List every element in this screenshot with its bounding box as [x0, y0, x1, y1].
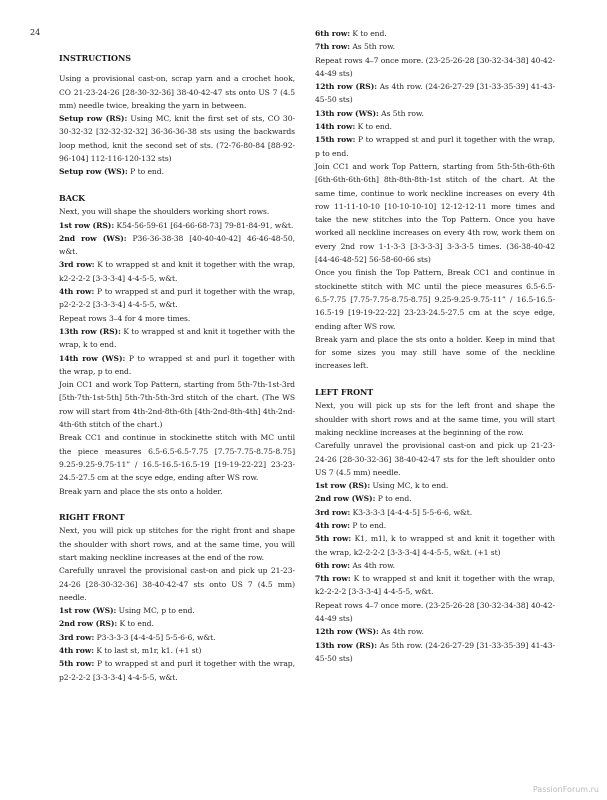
- right-front-row-12: [315, 80, 555, 107]
- row-label: 3rd row:: [59, 260, 95, 270]
- row-label: 7th row:: [315, 574, 351, 584]
- row-text: Using MC, knit the first set of sts, CO 30-30-32-32 [32-32-32-32] 36-36-36-38 sts using the backwards loop method, knit the second set of sts. (72-76-80-84 [88-92-96-104] 112-116-120-132 sts): [59, 114, 295, 164]
- row-text: As 4th row.: [349, 560, 395, 570]
- row-label: 1st row (RS):: [315, 481, 371, 491]
- row-label: 1st row (RS):: [59, 220, 115, 230]
- left-front-row-6: [315, 559, 555, 572]
- right-column: [315, 27, 555, 665]
- row-label: 13th row (WS):: [315, 108, 379, 118]
- row-label: 5th row:: [315, 534, 352, 544]
- row-text: P to wrapped st and purl it together with the wrap, p to end.: [59, 353, 295, 376]
- watermark: PassionForum.ru: [532, 785, 599, 794]
- row-text: Using MC, p to end.: [116, 606, 195, 616]
- right-front-break: Break yarn and place the sts onto a holder. Keep in mind that for some sizes you may still have some of the neckline increases left.: [315, 334, 555, 371]
- row-text: K54-56-59-61 [64-66-68-73] 79-81-84-91, w&t.: [114, 220, 294, 230]
- right-front-repeat: Repeat rows 4–7 once more. (23-25-26-28 [30-32-34-38] 40-42-44-49 sts): [315, 55, 555, 78]
- right-front-join: Join CC1 and work Top Pattern, starting from 5th-5th-6th-6th [6th-6th-6th-6th] 8th-8th-8th-1st stitch of the chart. At the same time, continue to work neckline increases on every 4th row 11-11-10-10 [10-10-10-10] 12-12-12-11 more times and take the new stitches into the Top Pattern. Once you have worked all neckline increases on every 4th row, work them on every 2nd row 1-1-3-3 [3-3-3-3] 3-3-3-5 times. (36-38-40-42 [44-46-48-52] 56-58-60-66 sts): [315, 161, 555, 265]
- row-label: 14th row (WS):: [59, 353, 126, 363]
- page-number: 24: [30, 28, 41, 37]
- right-front-row-3: [59, 631, 295, 644]
- back-join: Join CC1 and work Top Pattern, starting from 5th-7th-1st-3rd [5th-7th-1st-5th] 5th-7th-5th-3rd stitch of the chart. (The WS row will start from 4th-2nd-8th-6th [4th-2nd-8th-4th] 4th-2nd-4th-6th stitch of the chart.): [59, 380, 295, 430]
- row-text: P36-36-38-38 [40-40-40-42] 46-46-48-50, w&t.: [59, 233, 295, 257]
- row-label: 3rd row:: [315, 507, 351, 517]
- right-front-row-4: [59, 644, 295, 657]
- right-front-row-5: [59, 657, 295, 684]
- row-label: 2nd row (WS):: [59, 233, 127, 243]
- setup-ws-row: [59, 165, 295, 178]
- left-front-row-12: [315, 625, 555, 638]
- left-column: [59, 52, 295, 684]
- row-label: 4th row:: [315, 520, 350, 530]
- row-label: 13th row (RS):: [315, 640, 378, 650]
- left-front-row-3: [315, 506, 555, 519]
- right-front-row-1: [59, 604, 295, 617]
- right-front-row-14: [315, 120, 555, 133]
- row-text: P to wrapped st and purl it together with the wrap, p2-2-2-2 [3-3-3-4] 4-4-5-5, w&t.: [59, 287, 295, 310]
- right-front-finish: Once you finish the Top Pattern, Break CC1 and continue in stockinette stitch with MC until the piece measures 6.5-6.5-6.5-7.75 [7.75-7.75-8.75-8.75] 9.25-9.25-9.75-11” / 16.5-16.5-16.5-19 [19-19-22-22] 23-23-24.5-27.5 cm at the scye edge, ending after WS row.: [315, 268, 555, 331]
- row-label: 1st row (WS):: [59, 606, 117, 616]
- back-holder: Break yarn and place the sts onto a holder.: [59, 486, 223, 496]
- right-front-intro: Next, you will pick up stitches for the right front and shape the shoulder with short rows, and at the same time, you will start making neckline increases at the end of the row.: [59, 526, 295, 562]
- left-front-repeat: Repeat rows 4–7 once more. (23-25-26-28 [30-32-34-38] 40-42-44-49 sts): [315, 600, 555, 624]
- right-front-unravel: Carefully unravel the provisional cast-on and pick up 21-23-24-26 [28-30-32-36] 38-40-42-47 sts onto US 7 (4.5 mm) needle.: [59, 566, 295, 602]
- left-front-row-1: [315, 479, 555, 492]
- instructions-intro: Using a provisional cast-on, scrap yarn and a crochet hook, CO 21-23-24-26 [28-30-32-36] 38-40-42-47 sts onto US 7 (4.5 mm) needle twice, breaking the yarn in between.: [59, 74, 295, 110]
- left-front-row-13: [315, 639, 555, 666]
- back-row-13: [59, 325, 295, 352]
- back-row-1: [59, 219, 295, 232]
- left-front-row-5: [315, 532, 555, 559]
- back-row-2: [59, 232, 295, 259]
- left-front-intro: Next, you will pick up sts for the left front and shape the shoulder with short rows and at the same time, you will start making neckline increases at the beginning of the row.: [315, 401, 555, 437]
- row-text: K to wrapped st and knit it together with the wrap, k2-2-2-2 [3-3-3-4] 4-4-5-5, w&t.: [315, 574, 555, 597]
- row-label: 2nd row (RS):: [59, 619, 118, 629]
- row-text: P to end.: [375, 494, 412, 504]
- back-break: Break CC1 and continue in stockinette stitch with MC until the piece measures 6.5-6.5-6.5-7.75 [7.75-7.75-8.75-8.75] 9.25-9.25-9.75-11” / 16.5-16.5-16.5-19 [19-19-22-22] 23-23-24.5-27.5 cm at the scye edge, ending after WS row.: [59, 433, 295, 483]
- row-label: 13th row (RS):: [59, 326, 121, 336]
- row-text: As 5th row.: [378, 108, 424, 118]
- row-label: 15th row:: [315, 135, 356, 145]
- row-label: 7th row:: [315, 42, 350, 52]
- left-front-row-2: [315, 492, 555, 505]
- left-front-heading: LEFT FRONT: [315, 387, 374, 398]
- row-text: As 4th row. (24-26-27-29 [31-33-35-39] 41-43-45-50 sts): [315, 82, 555, 105]
- setup-rs-row: [59, 112, 295, 165]
- row-text: K to last st, m1r, k1. (+1 st): [93, 646, 202, 656]
- row-text: Using MC, k to end.: [370, 481, 449, 491]
- left-front-unravel: Carefully unravel the provisional cast-on and pick up 21-23-24-26 [28-30-32-36] 38-40-42-47 sts for the left shoulder onto US 7 (4.5 mm) needle.: [315, 441, 555, 477]
- instructions-heading: INSTRUCTIONS: [59, 53, 131, 63]
- row-text: As 4th row.: [378, 627, 424, 637]
- row-text: K to end.: [349, 29, 387, 38]
- row-label: 3rd row:: [59, 632, 95, 642]
- right-front-row-15: [315, 133, 555, 160]
- row-text: As 5th row.: [349, 42, 395, 52]
- back-intro: Next, you will shape the shoulders working short rows.: [59, 207, 270, 217]
- left-front-row-4: [315, 519, 555, 532]
- row-label: 14th row:: [315, 122, 356, 132]
- row-text: K3-3-3-3 [4-4-4-5] 5-5-6-6, w&t.: [350, 507, 473, 517]
- right-front-row-7: [315, 40, 555, 53]
- row-label: 6th row:: [315, 29, 350, 38]
- row-text: As 5th row. (24-26-27-29 [31-33-35-39] 41-43-45-50 sts): [315, 640, 555, 663]
- row-label: 6th row:: [315, 560, 350, 570]
- back-heading: BACK: [59, 192, 86, 203]
- row-text: K to end.: [355, 122, 392, 132]
- back-row-4: [59, 285, 295, 312]
- row-label: 4th row:: [59, 646, 94, 656]
- row-text: P to end.: [127, 167, 164, 177]
- right-front-row-2: [59, 617, 295, 630]
- right-front-row-13: [315, 107, 555, 120]
- row-text: K to wrapped st and knit it together with the wrap, k to end.: [59, 326, 295, 350]
- row-text: P to wrapped st and purl it together with the wrap, p to end.: [315, 135, 555, 158]
- back-row-14: [59, 352, 295, 379]
- row-label: Setup row (WS):: [59, 167, 128, 177]
- row-label: 12th row (RS):: [315, 82, 378, 92]
- row-label: 5th row:: [59, 659, 95, 669]
- row-text: K1, m1l, k to wrapped st and knit it together with the wrap, k2-2-2-2 [3-3-3-4] 4-4-5-5, w&t. (+1 st): [315, 534, 555, 557]
- row-text: P to end.: [349, 520, 387, 530]
- right-front-row-6: [315, 27, 555, 40]
- row-label: 12th row (WS):: [315, 627, 379, 637]
- right-front-heading: RIGHT FRONT: [59, 512, 125, 523]
- row-text: P to wrapped st and purl it together with the wrap, p2-2-2-2 [3-3-3-4] 4-4-5-5, w&t.: [59, 659, 295, 682]
- row-label: Setup row (RS):: [59, 114, 128, 124]
- left-front-row-7: [315, 572, 555, 599]
- row-text: K to end.: [117, 619, 154, 629]
- row-text: P3-3-3-3 [4-4-4-5] 5-5-6-6, w&t.: [94, 632, 216, 642]
- back-repeat: Repeat rows 3–4 for 4 more times.: [59, 313, 191, 323]
- row-label: 2nd row (WS):: [315, 494, 376, 504]
- back-row-3: [59, 258, 295, 285]
- row-text: K to wrapped st and knit it together with the wrap, k2-2-2-2 [3-3-3-4] 4-4-5-5, w&t.: [59, 260, 295, 283]
- row-label: 4th row:: [59, 287, 95, 297]
